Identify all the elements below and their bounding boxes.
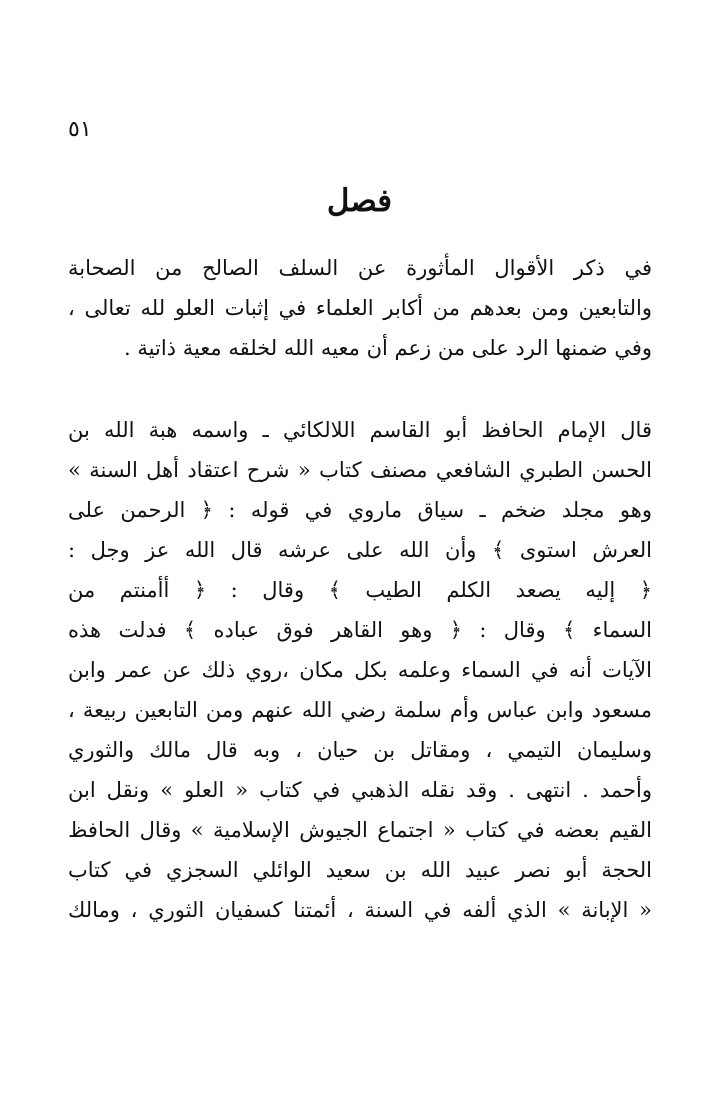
body-line: وهو مجلد ضخم ـ سياق ماروي في قوله : ﴿ الرحمن على [68,498,652,522]
page-number: ٥١ [68,117,92,142]
body-line: الحجة أبو نصر عبيد الله بن سعيد الوائلي السجزي في كتاب [68,858,652,882]
body-line: وأحمد . انتهى . وقد نقله الذهبي في كتاب « العلو » ونقل ابن [68,778,652,802]
intro-line: وفي ضمنها الرد على من زعم أن معيه الله لخلقه معية ذاتية . [124,336,652,360]
body-line: العرش استوى ﴾ وأن الله على عرشه قال الله عز وجل : [68,538,652,562]
body-line: « الإبانة » الذي ألفه في السنة ، أئمتنا كسفيان الثوري ، ومالك [68,898,652,922]
body-line: ﴿ إليه يصعد الكلم الطيب ﴾ وقال : ﴿ أأمنتم من [68,578,652,602]
body-line: مسعود وابن عباس وأم سلمة رضي الله عنهم ومن التابعين ربيعة ، [68,698,652,722]
body-line: القيم بعضه في كتاب « اجتماع الجيوش الإسلامية » وقال الحافظ [68,818,652,842]
intro-line: والتابعين ومن بعدهم من أكابر العلماء في إثبات العلو لله تعالى ، [68,296,652,320]
body-paragraph [68,410,652,930]
body-line: الآيات أنه في السماء وعلمه بكل مكان ،روي ذلك عن عمر وابن [68,658,652,682]
body-line: قال الإمام الحافظ أبو القاسم اللالكائي ـ واسمه هبة الله بن [68,418,652,442]
intro-paragraph [68,248,652,368]
body-line: السماء ﴾ وقال : ﴿ وهو القاهر فوق عباده ﴾ فدلت هذه [68,618,652,642]
section-heading: فصل [326,183,393,219]
body-line: وسليمان التيمي ، ومقاتل بن حيان ، وبه قال مالك والثوري [68,738,652,762]
intro-line: في ذكر الأقوال المأثورة عن السلف الصالح من الصحابة [68,256,652,280]
body-line: الحسن الطبري الشافعي مصنف كتاب « شرح اعتقاد أهل السنة » [68,458,652,482]
